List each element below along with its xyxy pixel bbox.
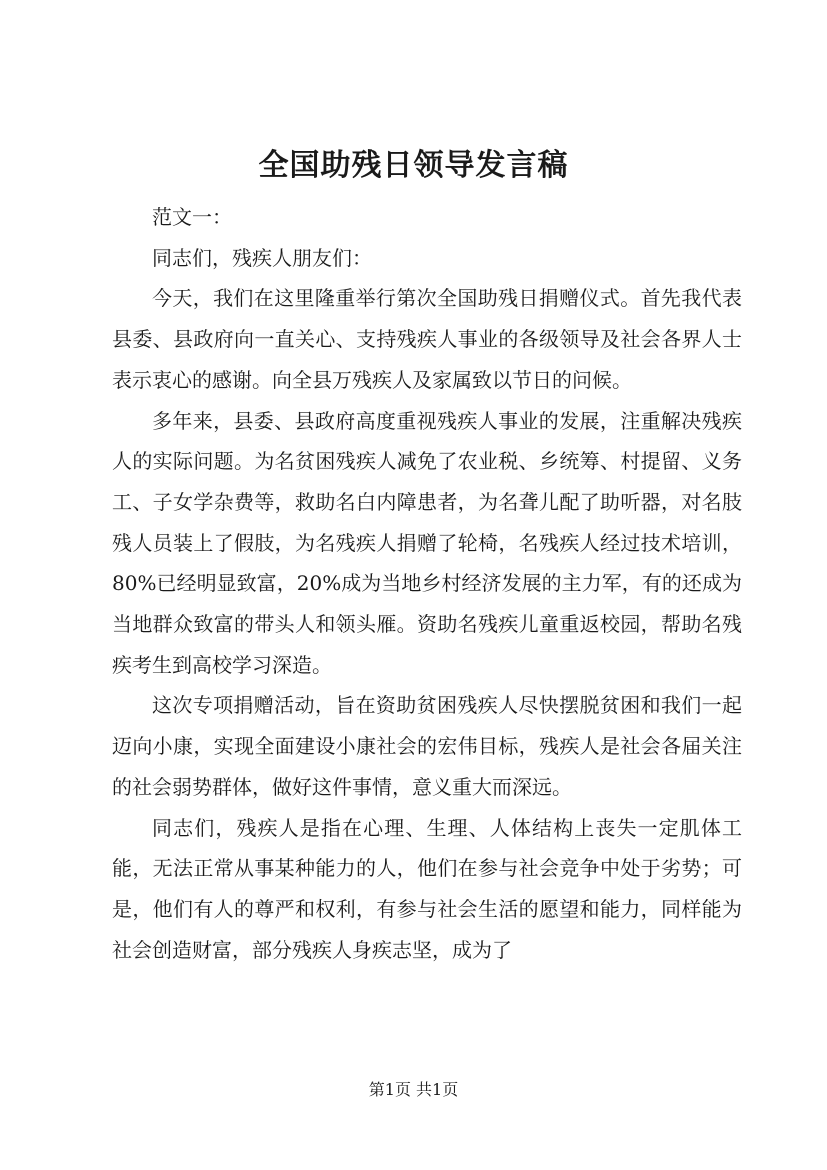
document-body xyxy=(112,197,742,970)
paragraph: 这次专项捐赠活动，旨在资助贫困残疾人尽快摆脱贫困和我们一起迈向小康，实现全面建设小康社会的宏伟目标，残疾人是社会各届关注的社会弱势群体，做好这件事情，意义重大而深远。 xyxy=(112,693,742,799)
page-number-footer: 第1页 共1页 xyxy=(368,1080,459,1099)
paragraph: 今天，我们在这里隆重举行第次全国助残日捐赠仪式。首先我代表县委、县政府向一直关心、支持残疾人事业的各级领导及社会各界人士表示衷心的感谢。向全县万残疾人及家属致以节日的问候。 xyxy=(112,286,742,392)
document-title: 全国助残日领导发言稿 xyxy=(258,148,569,183)
paragraph: 多年来，县委、县政府高度重视残疾人事业的发展，注重解决残疾人的实际问题。为名贫困残疾人减免了农业税、乡统筹、村提留、义务工、子女学杂费等，救助名白内障患者，为名聋儿配了助听器，对名肢残人员装上了假肢，为名残疾人捐赠了轮椅，名残疾人经过技术培训，80%已经明显致富，20%成为当地乡村经济发展的主力军，有的还成为当地群众致富的带头人和领头雁。资助名残疾儿童重返校园，帮助名残疾考生到高校学习深造。 xyxy=(112,408,742,677)
salutation-label: 范文一： xyxy=(152,205,232,229)
greeting: 同志们，残疾人朋友们： xyxy=(152,245,372,270)
paragraph: 同志们，残疾人是指在心理、生理、人体结构上丧失一定肌体工能，无法正常从事某种能力的人，他们在参与社会竞争中处于劣势；可是，他们有人的尊严和权利，有参与社会生活的愿望和能力，同样能为社会创造财富，部分残疾人身疾志坚，成为了 xyxy=(112,815,742,962)
